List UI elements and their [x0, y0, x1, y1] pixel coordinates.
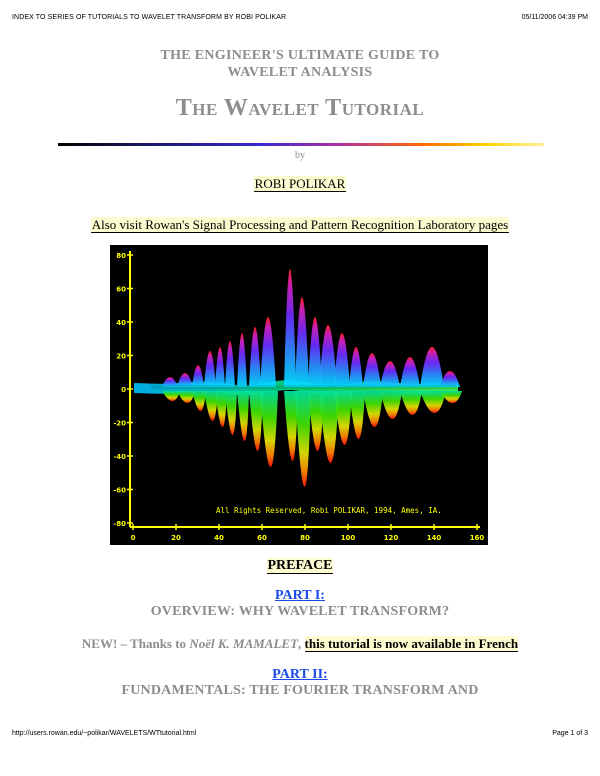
wavelet-surface — [134, 269, 462, 487]
surface-trough — [295, 391, 311, 487]
plot-copyright: All Rights Reserved, Robi POLIKAR, 1994, Ames, IA. — [216, 506, 442, 515]
x-tick-label: 140 — [426, 534, 442, 542]
subtitle-line-2: WAVELET ANALYSIS — [227, 65, 373, 80]
gradient-divider — [58, 143, 544, 146]
print-footer-url: http://users.rowan.edu/~polikar/WAVELETS/WTtutorial.html — [12, 730, 197, 737]
surface-peak — [440, 371, 460, 387]
surface-peak — [215, 347, 225, 387]
surface-trough — [380, 391, 402, 419]
byline: by — [295, 150, 305, 161]
surface-trough — [237, 391, 249, 441]
part2-link[interactable]: PART II: — [272, 667, 328, 682]
y-tick-label: -60 — [113, 486, 126, 495]
surface-peak — [249, 327, 261, 387]
part2-title: FUNDAMENTALS: THE FOURIER TRANSFORM AND — [121, 683, 479, 698]
x-tick-label: 0 — [130, 534, 136, 542]
surface-peak — [284, 269, 296, 387]
surface-peak — [363, 353, 381, 387]
x-tick-label: 160 — [469, 534, 485, 542]
y-tick-label: -20 — [113, 419, 126, 428]
subtitle — [0, 47, 600, 81]
surface-peak — [295, 297, 309, 387]
surface-peak — [319, 325, 337, 387]
x-tick-label: 80 — [300, 534, 310, 542]
french-comma: , — [298, 636, 305, 651]
surface-peak — [400, 357, 420, 387]
surface-peak — [177, 373, 193, 387]
subtitle-line-1: THE ENGINEER'S ULTIMATE GUIDE TO — [160, 48, 440, 63]
surface-trough — [400, 391, 422, 415]
y-tick-label: 80 — [116, 252, 126, 260]
surface-peak — [225, 341, 235, 387]
x-tick-label: 40 — [214, 534, 224, 542]
part1-title: OVERVIEW: WHY WAVELET TRANSFORM? — [150, 604, 450, 619]
lab-pages-link[interactable]: Also visit Rowan's Signal Processing and Pattern Recognition Laboratory pages — [91, 217, 509, 232]
y-tick-label: -40 — [113, 453, 126, 461]
surface-trough — [192, 391, 206, 411]
surface-peak — [380, 361, 400, 387]
print-footer-page: Page 1 of 3 — [552, 730, 588, 737]
surface-peak — [349, 347, 363, 387]
surface-peak — [420, 347, 444, 387]
y-tick-label: 20 — [116, 352, 126, 361]
y-tick-label: 40 — [116, 319, 126, 327]
wavelet-plot-image — [110, 245, 488, 545]
visit-line — [0, 217, 600, 233]
print-footer — [12, 730, 588, 742]
print-header-datetime: 05/11/2006 04:39 PM — [521, 14, 588, 21]
surface-peak — [204, 351, 216, 387]
preface-heading — [0, 558, 600, 574]
y-tick-label: -80 — [113, 520, 126, 528]
surface-trough — [225, 391, 237, 435]
surface-peak — [237, 333, 247, 387]
part1-link[interactable]: PART I: — [275, 588, 325, 603]
french-prefix: NEW! – Thanks to — [81, 636, 190, 651]
french-notice — [0, 636, 600, 652]
surface-peak — [334, 333, 350, 387]
french-version-link[interactable]: this tutorial is now available in French — [304, 636, 519, 651]
part1-heading — [0, 588, 600, 604]
surface-peak — [192, 365, 204, 387]
x-tick-label: 120 — [383, 534, 399, 542]
surface-trough — [162, 391, 180, 401]
surface-trough — [215, 391, 227, 427]
x-tick-label: 20 — [171, 534, 181, 542]
surface-trough — [349, 391, 365, 439]
x-tick-label: 60 — [257, 534, 267, 542]
y-tick-label: 0 — [121, 386, 126, 394]
translator-name: Noël K. MAMALET — [189, 636, 299, 651]
surface-trough — [177, 391, 195, 403]
x-tick-label: 100 — [340, 534, 356, 542]
author-link[interactable]: ROBI POLIKAR — [254, 176, 346, 191]
author-line — [0, 176, 600, 192]
y-tick-label: 60 — [116, 285, 126, 294]
page-title — [0, 95, 600, 122]
print-header-title: INDEX TO SERIES OF TUTORIALS TO WAVELET TRANSFORM BY ROBI POLIKAR — [12, 14, 287, 21]
surface-trough — [363, 391, 383, 427]
surface-peak — [260, 317, 276, 387]
preface-link[interactable]: PREFACE — [267, 558, 333, 573]
surface-trough — [260, 391, 278, 467]
surface-peak — [162, 377, 178, 387]
page-title-text: The Wavelet Tutorial — [175, 95, 425, 121]
print-header — [12, 14, 588, 26]
wavelet-3d-plot — [110, 245, 488, 545]
part2-heading — [0, 667, 600, 683]
